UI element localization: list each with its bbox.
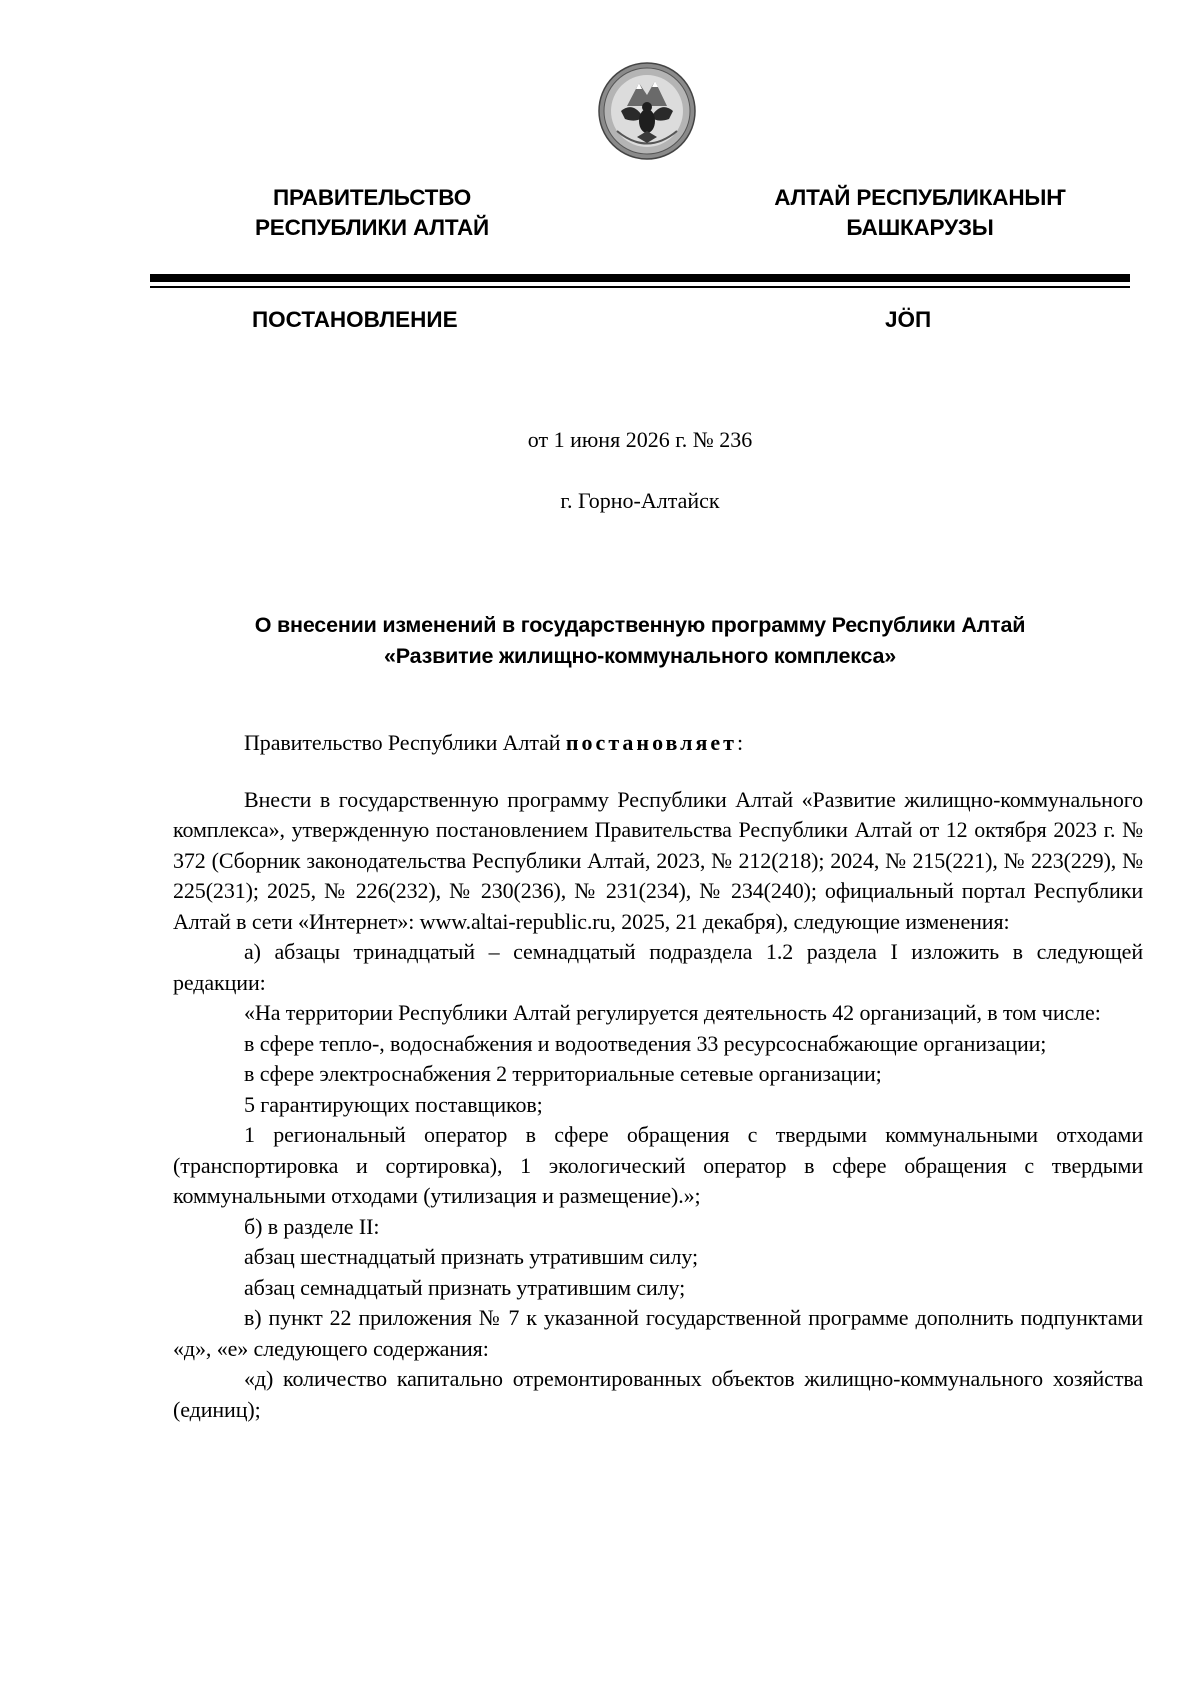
preamble-text: Правительство Республики Алтай xyxy=(244,730,566,755)
paragraph: «На территории Республики Алтай регулируется деятельность 42 организаций, в том числе: xyxy=(244,1000,1101,1025)
preamble xyxy=(173,728,1143,759)
issuer-altai-line-1: АЛТАЙ РЕСПУБЛИКАНЫҤ xyxy=(774,185,1066,210)
issuer-line-2: РЕСПУБЛИКИ АЛТАЙ xyxy=(254,215,490,240)
paragraph: абзац семнадцатый признать утратившим силу; xyxy=(244,1274,686,1300)
header-divider-thin xyxy=(150,286,1130,288)
paragraph: 5 гарантирующих поставщиков; xyxy=(244,1091,543,1117)
paragraph: «д) количество капитально отремонтированных объектов жилищно-коммунального хозяйства (единиц); xyxy=(173,1366,1143,1422)
paragraph: в сфере тепло-, водоснабжения и водоотведения 33 ресурсоснабжающие организации; xyxy=(244,1030,1047,1056)
doc-type-altai: JÖП xyxy=(885,307,932,332)
paragraph: а) абзацы тринадцатый – семнадцатый подраздела 1.2 раздела I изложить в следующей редакции: xyxy=(173,939,1143,995)
title-line-2: «Развитие жилищно-коммунального комплекса» xyxy=(383,644,897,668)
issuer-line-1: ПРАВИТЕЛЬСТВО xyxy=(272,185,472,210)
paragraph: в сфере электроснабжения 2 территориальные сетевые организации; xyxy=(244,1061,882,1086)
paragraph: в) пункт 22 приложения № 7 к указанной государственной программе дополнить подпунктами «д», «е» следующего содержания: xyxy=(173,1305,1143,1361)
date-and-number: от 1 июня 2026 г. № 236 xyxy=(527,427,753,452)
preamble-resolves: постановляет xyxy=(565,730,737,755)
document-body xyxy=(173,728,1143,1425)
coat-of-arms-icon xyxy=(597,61,697,161)
title-line-1: О внесении изменений в государственную программу Республики Алтай xyxy=(254,613,1026,637)
header-divider-thick xyxy=(150,274,1130,282)
paragraph: 1 региональный оператор в сфере обращения с твердыми коммунальными отходами (транспортировка и сортировка), 1 экологический оператор в сфере обращения с твердыми коммунальными отходами (утилизация и размещение).»; xyxy=(173,1122,1143,1208)
city: г. Горно-Алтайск xyxy=(560,488,720,513)
paragraph: абзац шестнадцатый признать утратившим силу; xyxy=(244,1244,698,1269)
paragraph: б) в разделе II: xyxy=(244,1213,380,1239)
issuer-name-altai xyxy=(690,183,1150,243)
paragraph: Внести в государственную программу Республики Алтай «Развитие жилищно-коммунального комплекса», утвержденную постановлением Правительства Республики Алтай от 12 октября 2023 г. № 372 (Сборник законодательства Республики Алтай, 2023, № 212(218); 2024, № 215(221), № 223(229), № 225(231); 2025, № 226(232), № 230(236), № 231(234), № 234(240); официальный портал Республики Алтай в сети «Интернет»: www.altai-republic.ru, 2025, 21 декабря), следующие изменения: xyxy=(173,786,1143,934)
doc-type-russian: ПОСТАНОВЛЕНИЕ xyxy=(252,307,458,332)
preamble-colon: : xyxy=(736,730,743,755)
document-title xyxy=(150,610,1130,672)
issuer-name-russian xyxy=(142,183,602,243)
issuer-altai-line-2: БАШКАРУЗЫ xyxy=(846,215,994,240)
